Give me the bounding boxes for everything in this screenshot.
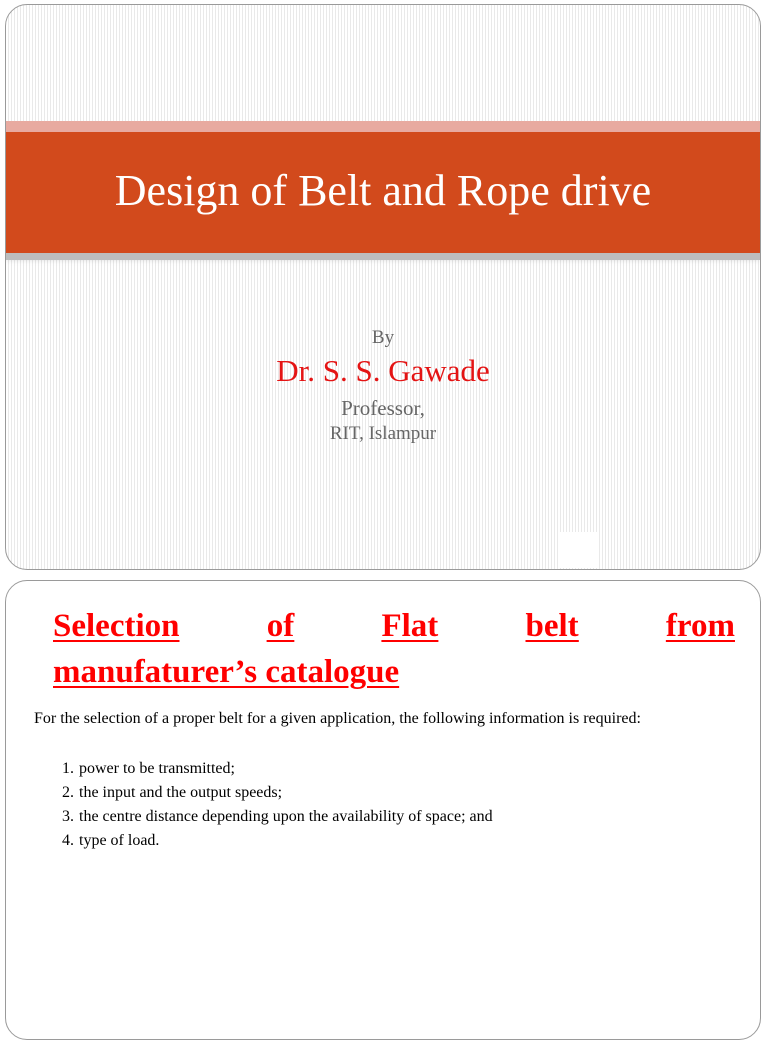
heading-word: Selection (53, 608, 180, 644)
heading-word: Flat (381, 608, 439, 644)
list-item (34, 829, 734, 853)
white-corner-patch (559, 532, 599, 568)
slide-heading (53, 603, 735, 695)
list-item-text: power to be transmitted; (79, 760, 235, 777)
author-institution: RIT, Islampur (329, 423, 437, 444)
list-item-text: the centre distance depending upon the availability of space; and (79, 808, 493, 825)
list-item (34, 757, 734, 781)
list-number: 1. (62, 760, 74, 777)
intro-paragraph: For the selection of a proper belt for a given application, the following information is required: (34, 710, 641, 727)
author-name: Dr. S. S. Gawade (276, 353, 490, 388)
list-number: 3. (62, 808, 74, 825)
list-item (34, 781, 734, 805)
title-band-top-stripe (6, 121, 760, 132)
content-slide (5, 580, 761, 1040)
title-slide (5, 4, 761, 570)
heading-word: of (266, 608, 295, 644)
list-item (34, 805, 734, 829)
requirements-list (34, 757, 734, 853)
list-number: 2. (62, 784, 74, 801)
author-role: Professor, (341, 396, 425, 420)
list-item-text: the input and the output speeds; (79, 784, 283, 801)
heading-word: belt (525, 608, 579, 644)
heading-line-1 (53, 603, 735, 649)
title-band-shadow-stripe (6, 253, 760, 260)
heading-line-2: manufaturer’s catalogue (53, 654, 400, 690)
list-item-text: type of load. (79, 832, 160, 849)
by-label: By (371, 327, 395, 348)
heading-word: from (665, 608, 735, 644)
list-number: 4. (62, 832, 74, 849)
slide-title: Design of Belt and Rope drive (114, 166, 652, 215)
